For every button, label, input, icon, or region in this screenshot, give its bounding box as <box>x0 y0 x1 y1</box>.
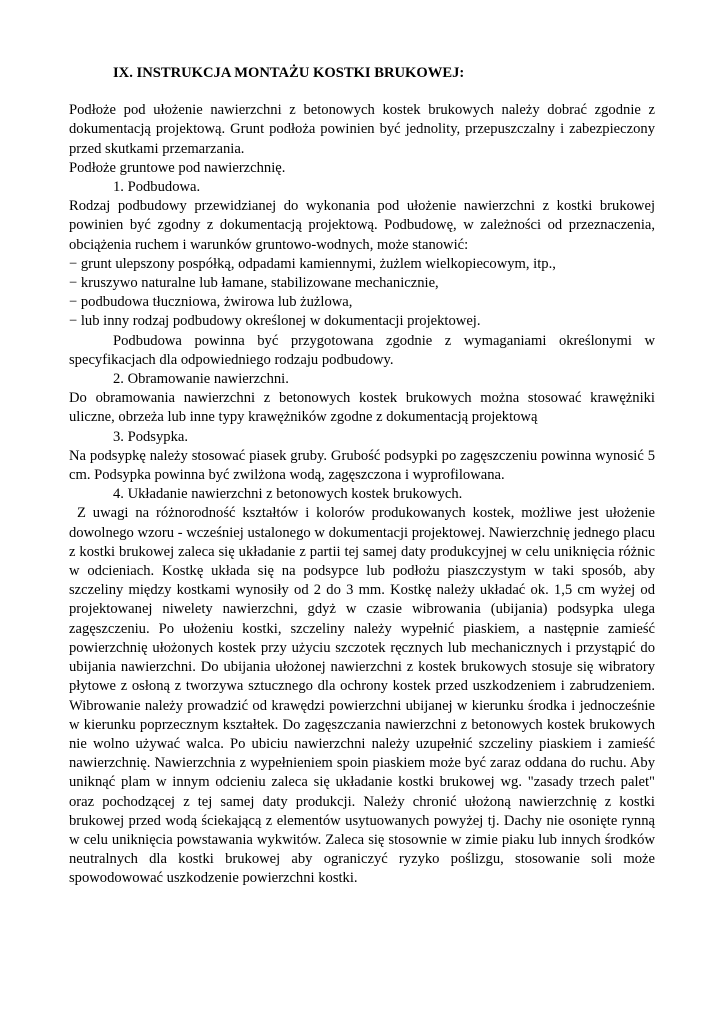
document-page <box>69 64 655 889</box>
section-3-heading: 3. Podsypka. <box>113 428 188 445</box>
section-1-list-item: − kruszywo naturalne lub łamane, stabilizowane mechanicznie, <box>69 275 439 292</box>
section-1-closing: Podbudowa powinna być przygotowana zgodnie z wymaganiami określonymi w specyfikacjach dla odpowiedniego rodzaju podbudowy. <box>69 332 655 368</box>
section-2-heading: 2. Obramowanie nawierzchni. <box>113 371 289 388</box>
intro-paragraph: Podłoże pod ułożenie nawierzchni z betonowych kostek brukowych należy dobrać zgodnie z dokumentacją projektową. Grunt podłoża powinien być jednolity, przepuszczalny i zabezpieczony przed skutkami przemarzania. <box>69 102 655 157</box>
section-1-list-item: − grunt ulepszony pospółką, odpadami kamiennymi, żużlem wielkopiecowym, itp., <box>69 255 556 272</box>
section-1-list-item: − podbudowa tłuczniowa, żwirowa lub żużlowa, <box>69 294 353 311</box>
section-4-text: Z uwagi na różnorodność kształtów i kolorów produkowanych kostek, możliwe jest ułożenie dowolnego wzoru - wcześniej ustalonego w dokumentacji projektowej. Nawierzchnię jednego placu z kostki brukowej zaleca się układanie z partii tej samej daty produkcyjnej w celu uniknięcia różnic w odcieniach. Kostkę układa się na podsypce lub podłożu piaszczystym w taki sposób, aby szczeliny między kostkami wynosiły od 2 do 3 mm. Kostkę należy układać ok. 1,5 cm wyżej od projektowanej niwelety nawierzchni, gdyż w czasie wibrowania (ubijania) podsypka ulega zagęszczeniu. Po ułożeniu kostki, szczeliny należy wypełnić piaskiem, a następnie zamieść powierzchnię ułożonych kostek przy użyciu szczotek ręcznych lub mechanicznych i przystąpić do ubijania nawierzchni. Do ubijania ułożonej nawierzchni z kostek brukowych stosuje się wibratory płytowe z osłoną z tworzywa sztucznego dla ochrony kostek przed uszkodzeniem i zabrudzeniem. Wibrowanie należy prowadzić od krawędzi powierzchni ubijanej w kierunku środka i jednocześnie w kierunku poprzecznym kształtek. Do zagęszczania nawierzchni z betonowych kostek brukowych nie wolno używać walca. Po ubiciu nawierzchni należy uzupełnić szczeliny piaskiem i zamieść nawierzchnię. Nawierzchnia z wypełnieniem spoin piaskiem może być zaraz oddana do ruchu. Aby uniknąć plam w innym odcieniu zaleca się układanie kostki brukowej wg. "zasady trzech palet" oraz pochodzącej z tej samej daty produkcji. Należy chronić ułożoną nawierzchnię z kostki brukowej przed wodą ściekającą z elementów usytuowanych powyżej tj. Dachy nie osonięte rynną w celu uniknięcia powstawania wykwitów. Zaleca się stosownie w zimie piaku lub innych środków neutralnych dla kostki brukowej aby ograniczyć ryzyko poślizgu, stosowanie soli może spowodowować uszkodzenie powierzchni kostki. <box>69 505 655 887</box>
document-title: IX. INSTRUKCJA MONTAŻU KOSTKI BRUKOWEJ: <box>113 65 465 81</box>
section-1-text: Rodzaj podbudowy przewidzianej do wykonania pod ułożenie nawierzchni z kostki brukowej powinien być zgodny z dokumentacją projektową. Podbudowę, w zależności od przeznaczenia, obciążenia ruchem i warunków gruntowo-wodnych, może stanowić: <box>69 198 655 253</box>
section-4-heading: 4. Układanie nawierzchni z betonowych kostek brukowych. <box>113 486 463 503</box>
section-1-heading: 1. Podbudowa. <box>113 179 201 196</box>
section-1-list-item: − lub inny rodzaj podbudowy określonej w dokumentacji projektowej. <box>69 313 481 330</box>
intro-subtitle: Podłoże gruntowe pod nawierzchnię. <box>69 159 286 176</box>
section-3-text: Na podsypkę należy stosować piasek gruby. Grubość podsypki po zagęszczeniu powinna wynosić 5 cm. Podsypka powinna być zwilżona wodą, zagęszczona i wyprofilowana. <box>69 447 655 484</box>
section-2-text: Do obramowania nawierzchni z betonowych kostek brukowych można stosować krawężniki uliczne, obrzeża lub inne typy krawężników zgodne z dokumentacją projektową <box>69 390 655 426</box>
